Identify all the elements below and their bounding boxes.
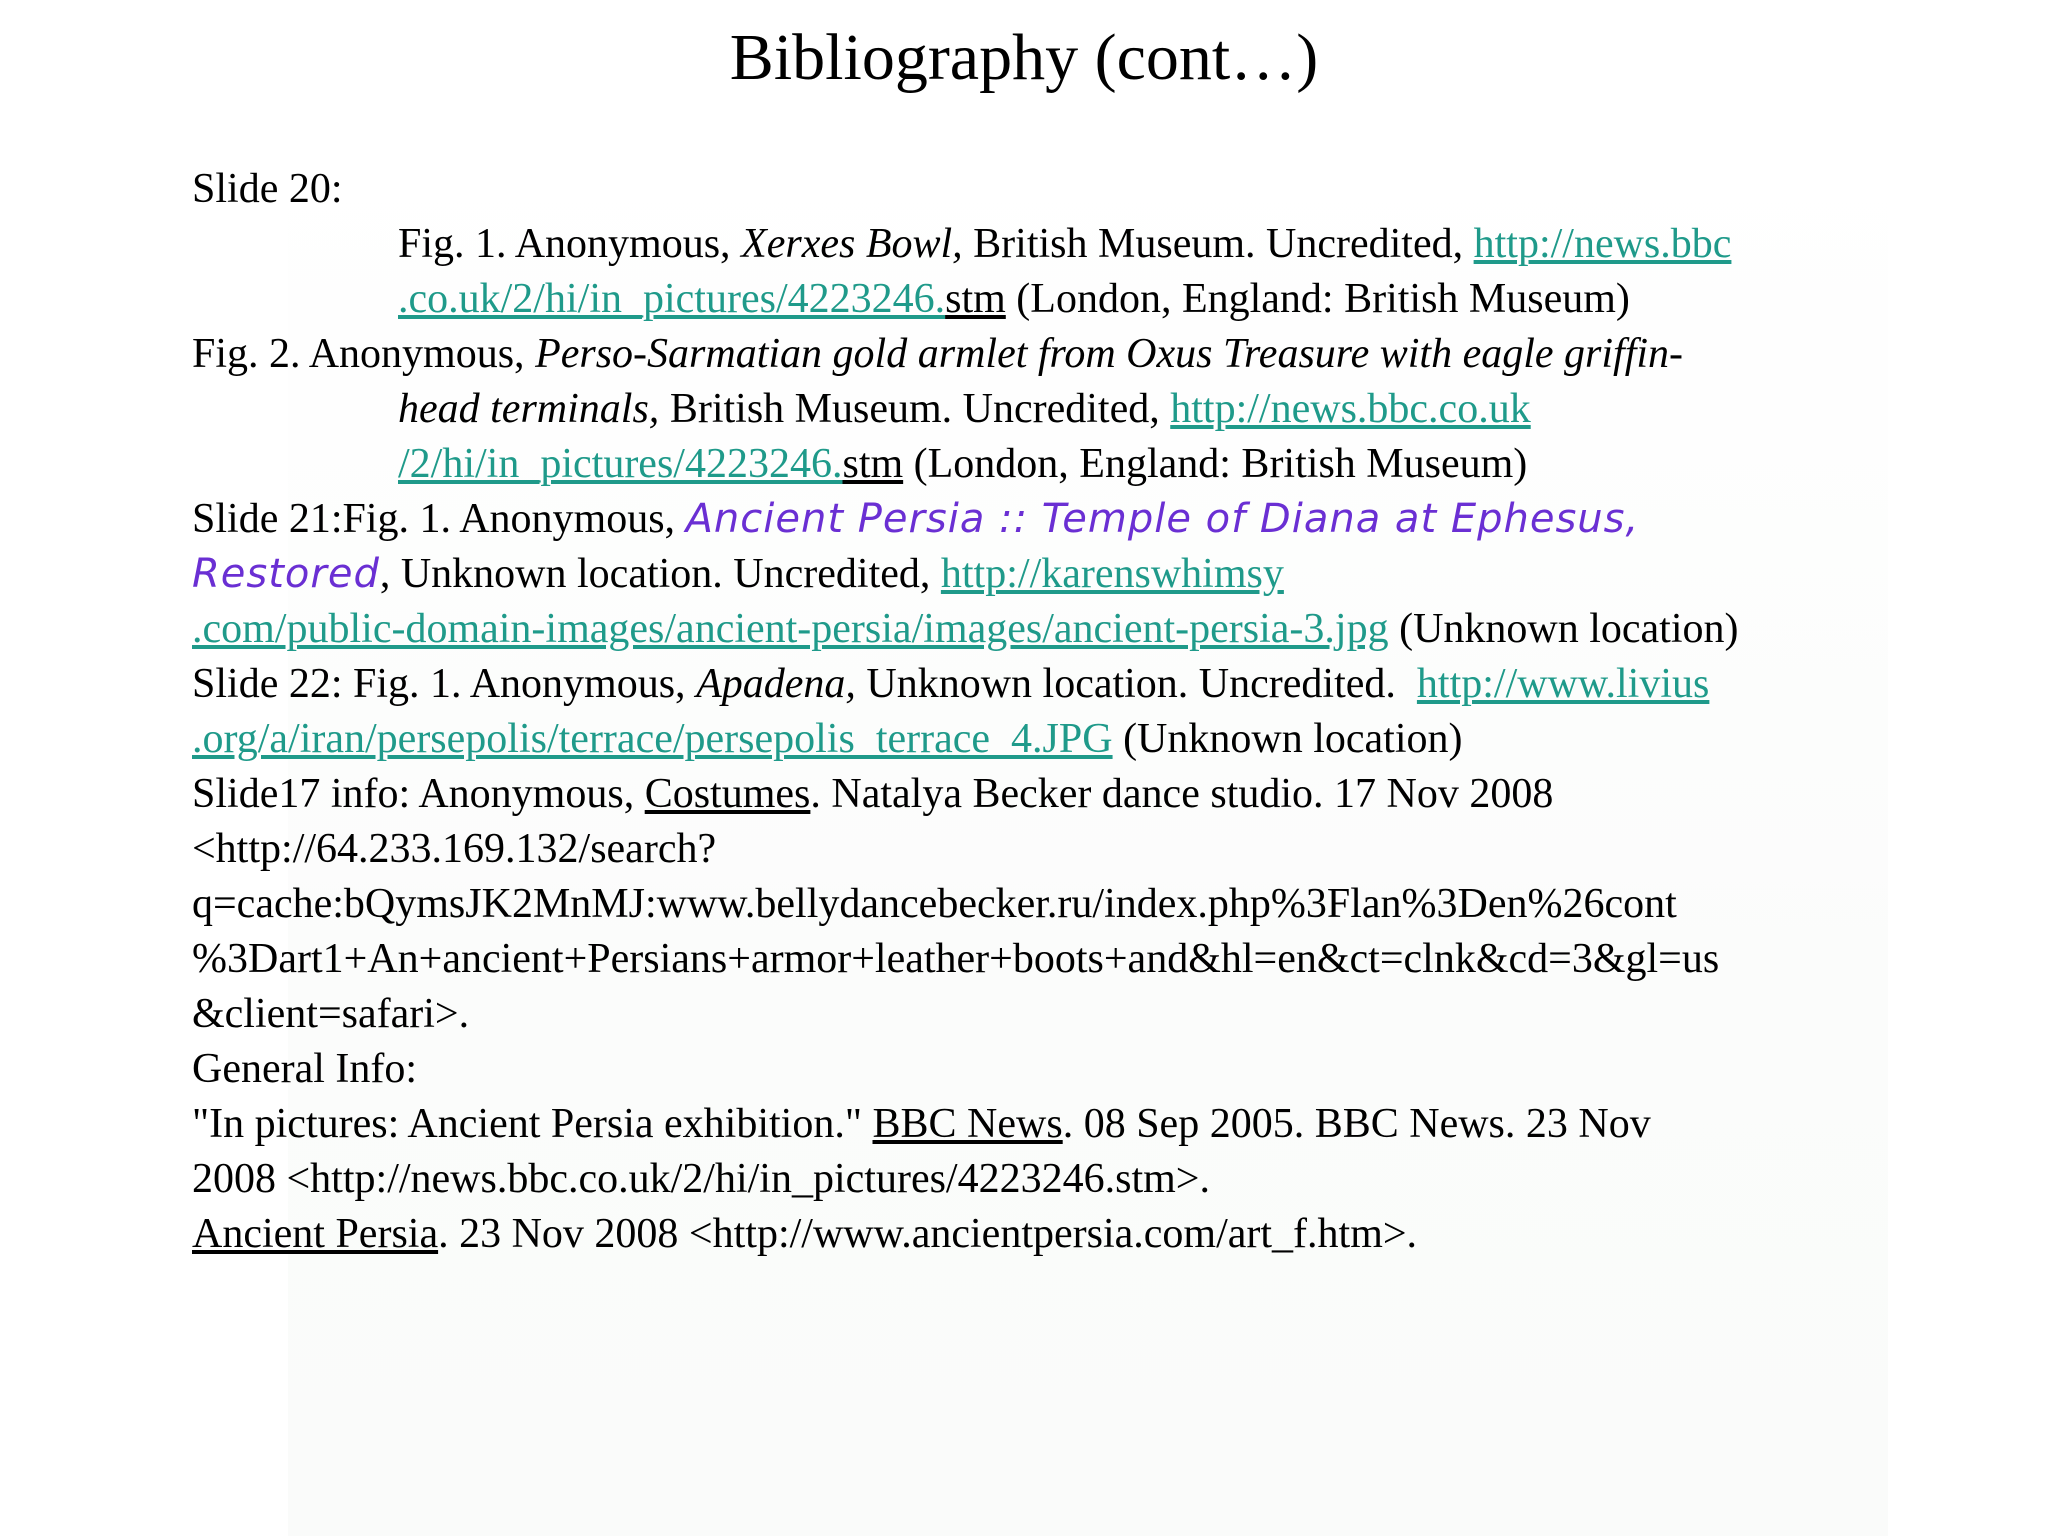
- slide20-fig2-link-end[interactable]: stm: [842, 441, 904, 487]
- slide20-fig2-line2: [192, 382, 1912, 437]
- slide20-fig2-prefix: Fig. 2. Anonymous,: [192, 331, 536, 377]
- slide22-line1: [192, 657, 1912, 712]
- slide20-heading: Slide 20:: [192, 166, 343, 212]
- slide21-location: (Unknown location): [1388, 606, 1739, 652]
- general-ref1-source: BBC News: [872, 1101, 1063, 1147]
- slide17-line1: [192, 767, 1912, 822]
- slide20-fig1-line1: [192, 217, 1912, 272]
- slide20-fig2-line1: [192, 327, 1912, 382]
- general-ref1-title: "In pictures: Ancient Persia exhibition.": [192, 1101, 873, 1147]
- slide21-prefix: Slide 21:Fig. 1. Anonymous,: [192, 496, 686, 542]
- slide17-url-line2: q=cache:bQymsJK2MnMJ:www.bellydancebecker.ru/index.php%3Flan%3Den%26cont: [192, 881, 1677, 927]
- slide17-source: . Natalya Becker dance studio. 17 Nov 2008: [810, 771, 1554, 817]
- slide22-line2: [192, 712, 1912, 767]
- slide17-url-line1: <http://64.233.169.132/search?: [192, 826, 717, 872]
- slide22-link-part2[interactable]: .org/a/iran/persepolis/terrace/persepolis_terrace_4.JPG: [192, 716, 1113, 762]
- slide20-fig1-source: British Museum. Uncredited,: [962, 221, 1474, 267]
- slide17-url-line3: %3Dart1+An+ancient+Persians+armor+leather+boots+and&hl=en&ct=clnk&cd=3&gl=us: [192, 936, 1720, 982]
- slide21-line1: [192, 492, 1912, 547]
- slide20-fig1-prefix: Fig. 1. Anonymous,: [398, 221, 742, 267]
- slide17-url-line4: &client=safari>.: [192, 991, 470, 1037]
- slide21-source: , Unknown location. Uncredited,: [379, 551, 941, 597]
- general-ref2-details: . 23 Nov 2008 <http://www.ancientpersia.com/art_f.htm>.: [438, 1211, 1418, 1257]
- slide20-fig2-title-part1: Perso-Sarmatian gold armlet from Oxus Treasure with eagle griffin-: [535, 331, 1684, 377]
- slide20-fig2-location: (London, England: British Museum): [903, 441, 1528, 487]
- general-ref1-line2: 2008 <http://news.bbc.co.uk/2/hi/in_pictures/4223246.stm>.: [192, 1156, 1210, 1202]
- slide20-fig2-link-part2[interactable]: /2/hi/in_pictures/4223246.: [398, 441, 843, 487]
- slide21-title-part2: Restored: [192, 551, 380, 597]
- slide22-location: (Unknown location): [1112, 716, 1463, 762]
- slide22-prefix: Slide 22: Fig. 1. Anonymous,: [192, 661, 697, 707]
- general-info-heading: General Info:: [192, 1046, 418, 1092]
- slide20-fig1-title: Xerxes Bowl,: [741, 221, 963, 267]
- slide21-link-part1[interactable]: http://karenswhimsy: [940, 551, 1284, 597]
- slide20-fig1-location: (London, England: British Museum): [1005, 276, 1630, 322]
- slide17-prefix: Slide17 info: Anonymous,: [192, 771, 645, 817]
- general-ref1-line1: [192, 1097, 1912, 1152]
- general-ref2-source: Ancient Persia: [192, 1211, 439, 1257]
- slide21-line3: [192, 602, 1912, 657]
- slide21-line2: [192, 547, 1912, 602]
- slide20-fig2-source: British Museum. Uncredited,: [659, 386, 1171, 432]
- slide22-link-part1[interactable]: http://www.livius: [1416, 661, 1710, 707]
- slide20-fig2-title-part2: head terminals,: [398, 386, 660, 432]
- slide20-fig1-link-end[interactable]: stm: [945, 276, 1006, 322]
- slide20-fig1-link-part2[interactable]: .co.uk/2/hi/in_pictures/4223246.: [398, 276, 946, 322]
- slide22-title: Apadena,: [696, 661, 856, 707]
- slide20-fig2-link-part1[interactable]: http://news.bbc.co.uk: [1170, 386, 1531, 432]
- bibliography-body: [192, 162, 1912, 1262]
- slide21-link-part2[interactable]: .com/public-domain-images/ancient-persia/images/ancient-persia-3.jpg: [192, 606, 1389, 652]
- general-ref1-details: . 08 Sep 2005. BBC News. 23 Nov: [1062, 1101, 1651, 1147]
- slide21-title-part1: Ancient Persia :: Temple of Diana at Ephesus,: [685, 496, 1640, 542]
- slide22-source: Unknown location. Uncredited.: [855, 661, 1417, 707]
- slide17-title: Costumes: [644, 771, 811, 817]
- slide20-fig1-link-part1[interactable]: http://news.bbc: [1473, 221, 1732, 267]
- slide20-fig1-line2: [192, 272, 1912, 327]
- page-title: Bibliography (cont…): [729, 21, 1319, 94]
- slide20-fig2-line3: [192, 437, 1912, 492]
- general-ref2-line: [192, 1207, 1912, 1262]
